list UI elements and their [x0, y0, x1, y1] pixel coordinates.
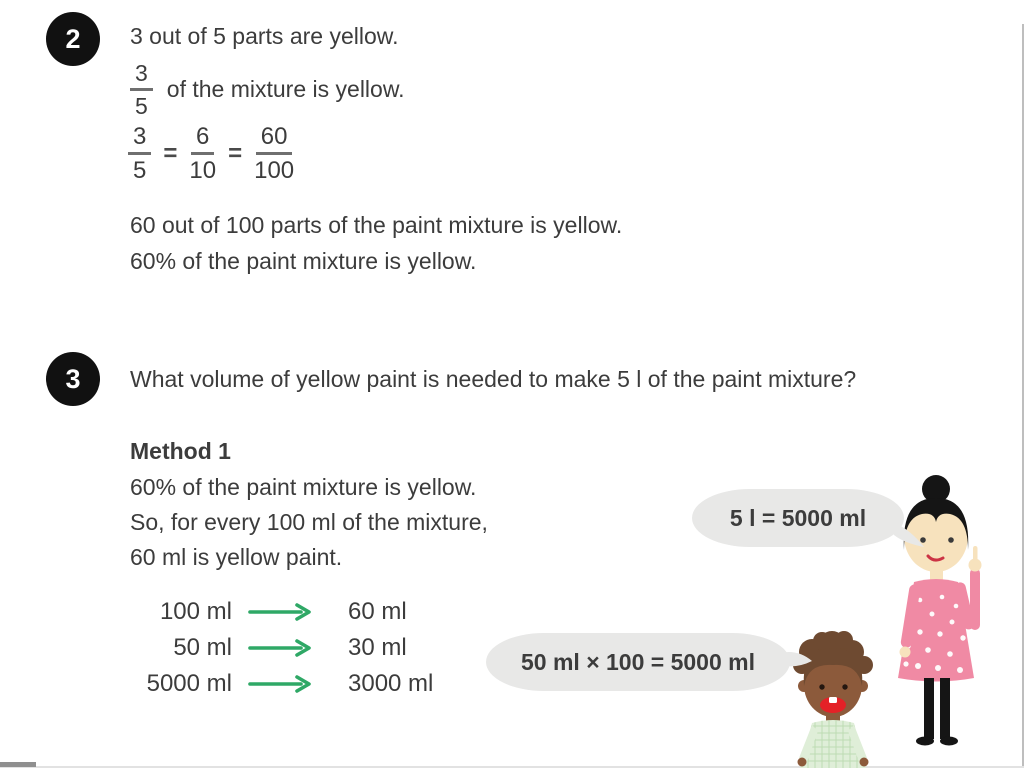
problem-2-line-3: 60% of the paint mixture is yellow. — [130, 248, 477, 274]
method-1-line-3: 60 ml is yellow paint. — [130, 544, 343, 570]
conversion-row — [130, 594, 433, 630]
conversion-from: 5000 ml — [146, 670, 232, 697]
fraction-numerator: 3 — [128, 124, 151, 155]
method-1-line-2: So, for every 100 ml of the mixture, — [130, 509, 488, 535]
fraction-numerator: 6 — [191, 124, 214, 155]
conversion-to: 60 ml — [348, 598, 407, 625]
arrow-right-icon — [232, 639, 328, 657]
conversion-to: 30 ml — [348, 634, 407, 661]
method-1-line-1: 60% of the paint mixture is yellow. — [130, 474, 477, 500]
conversion-row — [130, 666, 433, 702]
page-corner-mark — [0, 762, 36, 767]
fraction-denominator: 5 — [133, 157, 147, 185]
conversion-to: 3000 ml — [348, 670, 434, 697]
fraction-statement-text: of the mixture is yellow. — [166, 76, 405, 103]
fraction-denominator: 100 — [254, 157, 295, 185]
equivalent-fractions-equation — [128, 124, 294, 183]
speech-bubble-tail — [780, 649, 814, 671]
fraction-denominator: 10 — [189, 157, 217, 185]
fraction-numerator: 3 — [130, 61, 153, 91]
problem-2-line-1: 3 out of 5 parts are yellow. — [130, 23, 399, 49]
teacher-speech-bubble — [692, 489, 904, 547]
fraction-denominator: 5 — [135, 93, 148, 120]
teacher-speech-text: 5 l = 5000 ml — [729, 504, 867, 531]
fraction-numerator: 60 — [256, 124, 293, 155]
problem-2-fraction-statement — [130, 61, 405, 118]
problem-3-question: What volume of yellow paint is needed to make 5 l of the paint mixture? — [130, 366, 857, 392]
fraction-three-fifths — [128, 124, 151, 183]
student-speech-text: 50 ml × 100 = 5000 ml — [520, 648, 755, 675]
arrow-right-icon — [232, 675, 328, 693]
conversion-row — [130, 630, 433, 666]
arrow-right-icon — [232, 603, 328, 621]
fraction-three-fifths — [130, 61, 153, 118]
problem-3-number: 3 — [65, 363, 81, 394]
fraction-six-tenths — [189, 124, 216, 183]
conversion-table — [130, 594, 433, 702]
method-1-title: Method 1 — [130, 438, 231, 464]
equals-sign: = — [163, 139, 178, 167]
student-speech-bubble — [486, 633, 790, 691]
equals-sign: = — [228, 139, 243, 167]
fraction-sixty-hundredths — [254, 124, 294, 183]
problem-3-badge — [46, 352, 100, 406]
problem-2-number: 2 — [65, 23, 81, 54]
conversion-from: 100 ml — [159, 598, 232, 625]
problem-2-badge — [46, 12, 100, 66]
speech-bubble-tail — [894, 521, 926, 549]
conversion-from: 50 ml — [173, 634, 232, 661]
problem-2-line-2: 60 out of 100 parts of the paint mixture is yellow. — [130, 212, 623, 238]
